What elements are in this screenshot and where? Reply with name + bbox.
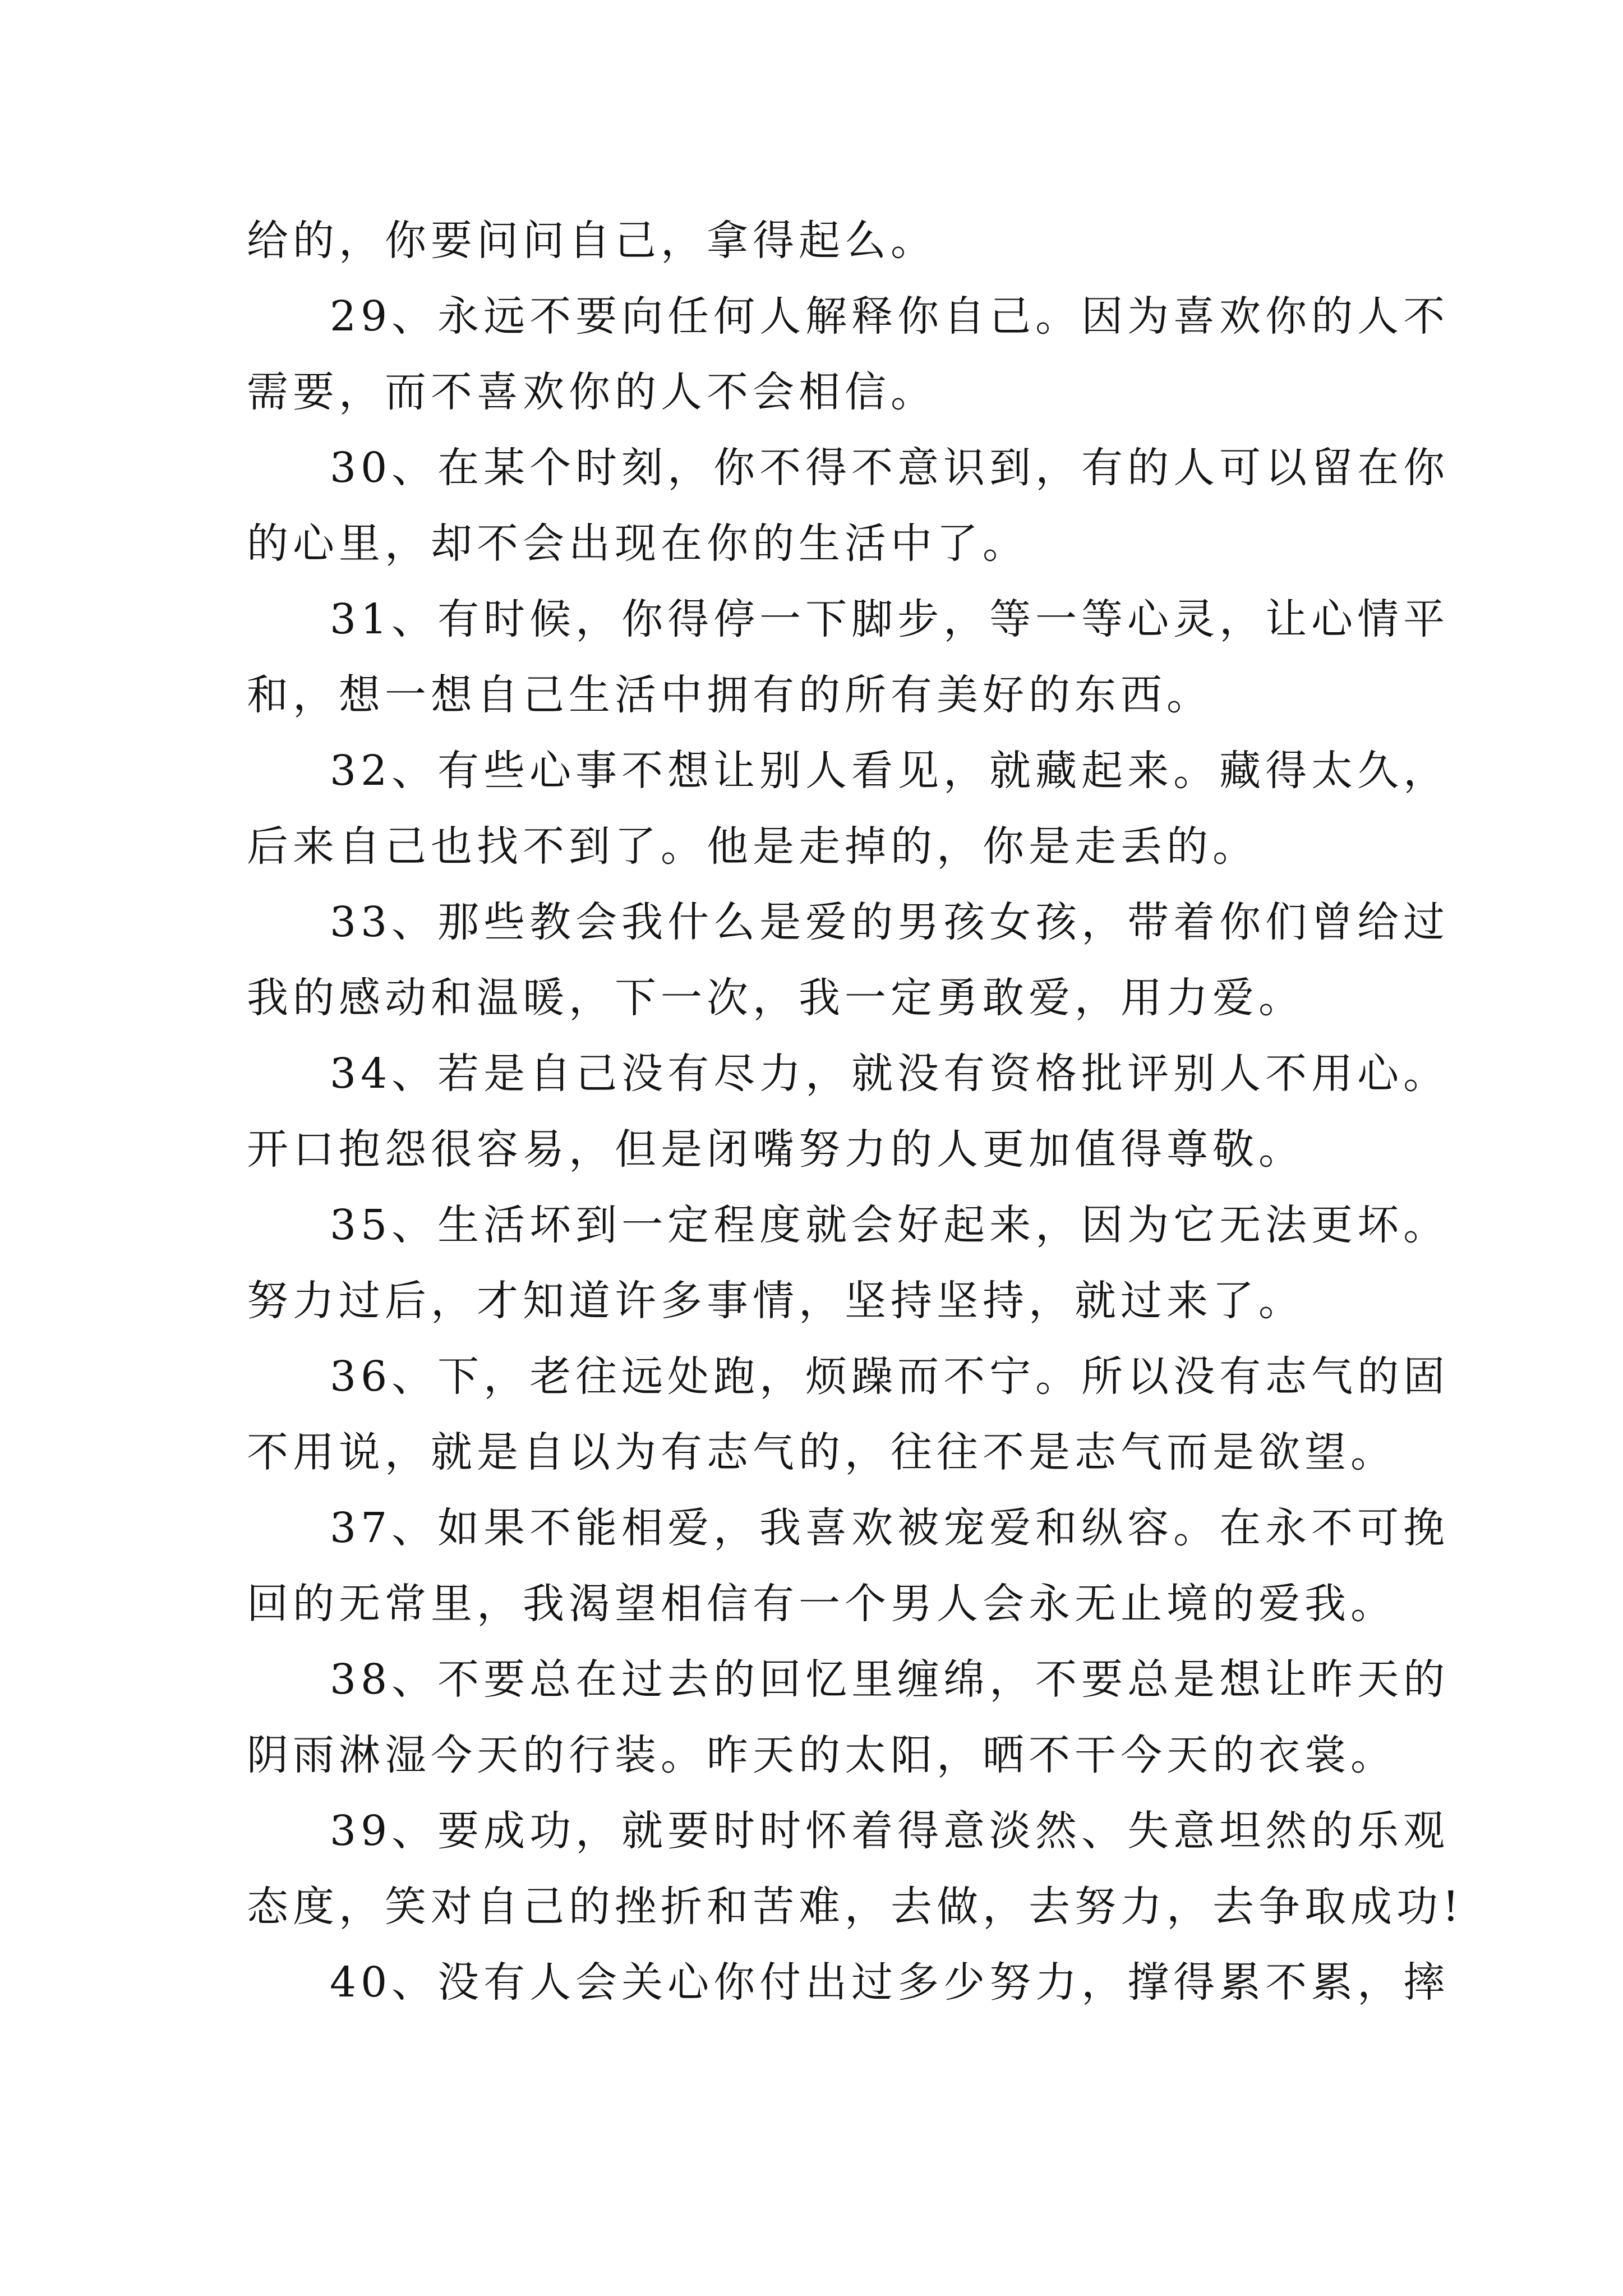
text-line: 36、下，老往远处跑，烦躁而不宁。所以没有志气的固 <box>330 1352 1450 1401</box>
text-line: 我的感动和温暖，下一次，我一定勇敢爱，用力爱。 <box>247 974 1304 1022</box>
text-line: 34、若是自己没有尽力，就没有资格批评别人不用心。 <box>330 1050 1450 1098</box>
text-line: 39、要成功，就要时时怀着得意淡然、失意坦然的乐观 <box>330 1807 1450 1855</box>
text-line: 给的，你要问问自己，拿得起么。 <box>247 217 937 265</box>
text-line: 和，想一想自己生活中拥有的所有美好的东西。 <box>247 671 1212 719</box>
paragraph-continuation <box>247 203 1391 279</box>
paragraph-35 <box>247 1188 1450 1339</box>
paragraph-38 <box>247 1642 1450 1793</box>
text-line: 31、有时候，你得停一下脚步，等一等心灵，让心情平 <box>330 595 1450 643</box>
text-line: 开口抱怨很容易，但是闭嘴努力的人更加值得尊敬。 <box>247 1125 1304 1174</box>
paragraph-39 <box>247 1793 1464 1945</box>
text-line: 37、如果不能相爱，我喜欢被宠爱和纵容。在永不可挽 <box>330 1504 1450 1552</box>
paragraph-37 <box>247 1490 1450 1642</box>
text-line: 后来自己也找不到了。他是走掉的，你是走丢的。 <box>247 822 1258 871</box>
text-line: 回的无常里，我渴望相信有一个男人会永无止境的爱我。 <box>247 1580 1396 1628</box>
paragraph-34 <box>247 1036 1450 1188</box>
text-line: 32、有些心事不想让别人看见，就藏起来。藏得太久， <box>330 747 1450 795</box>
text-line: 40、没有人会关心你付出过多少努力，撑得累不累，摔 <box>330 1958 1450 2007</box>
paragraph-36 <box>247 1339 1450 1490</box>
text-line: 态度，笑对自己的挫折和苦难，去做，去努力，去争取成功! <box>247 1883 1464 1931</box>
text-line: 38、不要总在过去的回忆里缠绵，不要总是想让昨天的 <box>330 1655 1450 1704</box>
paragraph-30 <box>247 430 1450 582</box>
text-line: 30、在某个时刻，你不得不意识到，有的人可以留在你 <box>330 444 1450 492</box>
text-line: 阴雨淋湿今天的行装。昨天的太阳，晒不干今天的衣裳。 <box>247 1731 1396 1779</box>
text-line: 29、永远不要向任何人解释你自己。因为喜欢你的人不 <box>330 292 1450 341</box>
text-line: 不用说，就是自以为有志气的，往往不是志气而是欲望。 <box>247 1428 1396 1476</box>
document-body <box>247 203 1464 2021</box>
text-line: 需要，而不喜欢你的人不会相信。 <box>247 368 937 416</box>
paragraph-31 <box>247 582 1450 733</box>
text-line: 33、那些教会我什么是爱的男孩女孩，带着你们曾给过 <box>330 898 1450 946</box>
text-line: 努力过后，才知道许多事情，坚持坚持，就过来了。 <box>247 1277 1304 1325</box>
paragraph-33 <box>247 885 1450 1036</box>
text-line: 35、生活坏到一定程度就会好起来，因为它无法更坏。 <box>330 1201 1450 1249</box>
paragraph-29 <box>247 279 1450 430</box>
paragraph-32 <box>247 733 1450 885</box>
text-line: 的心里，却不会出现在你的生活中了。 <box>247 519 1029 568</box>
paragraph-40 <box>247 1945 1450 2021</box>
